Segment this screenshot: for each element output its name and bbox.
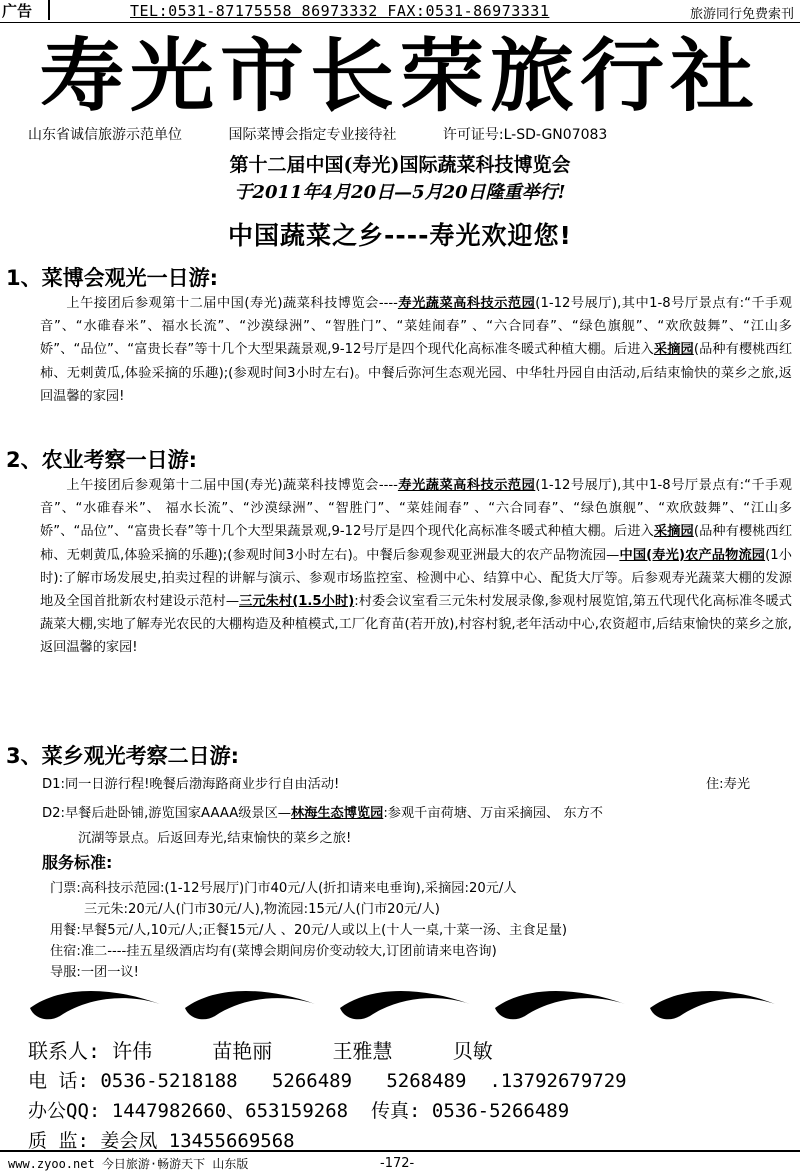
- phone-label: 电 话:: [28, 1070, 89, 1092]
- contact-people-row: [28, 1036, 798, 1066]
- page-number: -172-: [380, 1156, 415, 1171]
- free-catalog-text: 旅游同行免费索刊: [689, 7, 794, 22]
- section2-highlight-village: 三元朱村(1.5小时): [239, 594, 355, 610]
- expo-dates: 于2011年4月20日—5月20日隆重举行!: [234, 182, 566, 203]
- section2-text-b: (1-12号展厅),其中1-8号厅景点有:“千手观音”、“水碓春米”、 福水长流”、“沙漠绿洲”、“智胜门”、“菜娃闹春” 、“六合同春”、“绿色旗舰”、“欢欣鼓舞”、“江山多娇”、“品位”、“富贵长春”等十几个大型果蔬景观,9-12号厅是四个现代化高标准冬暖式种植大棚。后进入: [40, 478, 792, 540]
- section2-body: [40, 474, 792, 660]
- welcome-heading: 中国蔬菜之乡----寿光欢迎您!: [228, 221, 572, 250]
- day2-highlight-forest: 林海生态博览园: [291, 806, 384, 821]
- contact-person: 贝敏: [452, 1039, 493, 1063]
- qa-contact: 姜会凤 13455669568: [100, 1130, 295, 1152]
- section2-highlight-logistics: 中国(寿光)农产品物流园: [619, 547, 766, 563]
- footer-site: www.zyoo.net 今日旅游·畅游天下 山东版: [8, 1157, 249, 1171]
- section3-heading: 3、菜乡观光考察二日游:: [6, 744, 240, 768]
- contact-person: 苗艳丽: [212, 1039, 273, 1063]
- page-title: 寿光市长荣旅行社: [39, 29, 760, 123]
- section1-body: [40, 292, 792, 408]
- subtitle-credential: 山东省诚信旅游示范单位: [28, 127, 182, 143]
- section1-highlight-park: 寿光蔬菜高科技示范园: [397, 296, 536, 311]
- qq-label: 办公QQ:: [28, 1100, 101, 1122]
- day2-text-a: D2:早餐后赴卧铺,游览国家AAAA级景区—: [42, 806, 291, 821]
- day2-itinerary-cont: 沉湖等景点。后返回寿光,结束愉快的菜乡之旅!: [78, 831, 352, 846]
- header-contact-line: TEL:0531-87175558 86973332 FAX:0531-86973331: [130, 2, 550, 20]
- section1-text-c: (品种有樱桃西红柿、无刺黄瓜,体验采摘的乐趣);(参观时间3小时左右)。中餐后弥河生态观光园、中华牡丹园自由活动,后结束愉快的菜乡之旅,返回温馨的家园!: [40, 342, 793, 404]
- qa-label: 质 监:: [28, 1130, 89, 1152]
- contact-person: 许伟: [112, 1039, 153, 1063]
- section2-text-a: 上午接团后参观第十二届中国(寿光)蔬菜科技博览会----: [66, 478, 398, 493]
- qq-numbers: 1447982660、653159268: [111, 1100, 349, 1122]
- people-label: 联系人:: [28, 1039, 101, 1063]
- decorative-swirl-border: [20, 986, 780, 1026]
- section2-text-d: (1小时):了解市场发展史,拍卖过程的讲解与演示、参观市场监控室、检测中心、结算中心、配货大厅等。后参观寿光蔬菜大棚的发源地及全国首批新农村建设示范村—: [40, 547, 792, 610]
- section2-heading: 2、农业考察一日游:: [6, 448, 198, 472]
- swirl-ornament-icon: [20, 986, 780, 1026]
- license-number: 许可证号:L-SD-GN07083: [442, 127, 608, 143]
- phone-number: 5268489: [386, 1070, 467, 1092]
- phone-number: .13792679729: [489, 1070, 627, 1092]
- section2-highlight-park: 寿光蔬菜高科技示范园: [397, 478, 536, 493]
- phone-number: 0536-5218188: [100, 1070, 238, 1092]
- fax-number: 0536-5266489: [431, 1100, 570, 1122]
- fax-label: 传真:: [371, 1100, 421, 1122]
- contact-qq-row: [28, 1096, 798, 1126]
- section1-text-a: 上午接团后参观第十二届中国(寿光)蔬菜科技博览会----: [66, 296, 398, 311]
- section1-text-b: (1-12号展厅),其中1-8号厅景点有:“千手观音”、“水碓春米”、福水长流”、“沙漠绿洲”、“智胜门”、“菜娃闹春” 、“六合同春”、“绿色旗舰”、“欢欣鼓舞”、“江山多娇”、“品位”、“富贵长春”等十几个大型果蔬景观,9-12号厅是四个现代化高标准冬暖式种植大棚。后进入: [40, 296, 792, 358]
- service-meal: 用餐:早餐5元/人,10元/人;正餐15元/人 、20元/人或以上(十人一桌,十菜一汤、主食足量): [50, 923, 568, 938]
- contact-block: [28, 1036, 798, 1156]
- phone-number: 5266489: [271, 1070, 353, 1092]
- service-guide: 导服:一团一议!: [50, 965, 139, 980]
- footer: [0, 1150, 800, 1174]
- expo-title: 第十二届中国(寿光)国际蔬菜科技博览会: [229, 154, 571, 176]
- day2-text-b: :参观千亩荷塘、万亩采摘园、 东方不: [383, 806, 603, 821]
- service-heading: 服务标准:: [42, 853, 113, 872]
- section2-text-e: :村委会议室看三元朱村发展录像,参观村展览馆,第五代现代化高标准冬暖式蔬菜大棚,实地了解寿光农民的大棚构造及种植模式,工厂化育苗(若开放),村容村貌,老年活动中心,农资超市,后结束愉快的菜乡之旅,返回温馨的家园!: [40, 594, 792, 656]
- section1-highlight-picking: 采摘园: [653, 342, 694, 358]
- service-stay: 住宿:准二----挂五星级酒店均有(菜博会期间房价变动较大,订团前请来电咨询): [50, 944, 497, 959]
- top-bar: [0, 0, 800, 23]
- contact-phone-row: [28, 1066, 798, 1096]
- day1-stay: 住:寿光: [706, 777, 751, 792]
- subtitle-designation: 国际菜博会指定专业接待社: [228, 127, 397, 143]
- subtitle-line: [28, 124, 788, 144]
- section1-heading: 1、菜博会观光一日游:: [6, 266, 219, 290]
- service-ticket-line2: 三元朱:20元/人(门市30元/人),物流园:15元/人(门市20元/人): [84, 902, 440, 917]
- service-ticket-line1: 门票:高科技示范园:(1-12号展厅)门市40元/人(折扣请来电垂询),采摘园:20元/人: [50, 881, 517, 896]
- section2-highlight-picking: 采摘园: [653, 524, 694, 540]
- contact-person: 王雅慧: [332, 1039, 393, 1063]
- section2-text-c: (品种有樱桃西红柿、无刺黄瓜,体验采摘的乐趣);(参观时间3小时左右)。中餐后参观参观亚洲最大的农产品物流园—: [40, 524, 793, 563]
- day1-itinerary: D1:同一日游行程!晚餐后渤海路商业步行自由活动!: [42, 777, 340, 792]
- ad-tag: 广告: [0, 0, 50, 20]
- day2-itinerary: [42, 801, 792, 826]
